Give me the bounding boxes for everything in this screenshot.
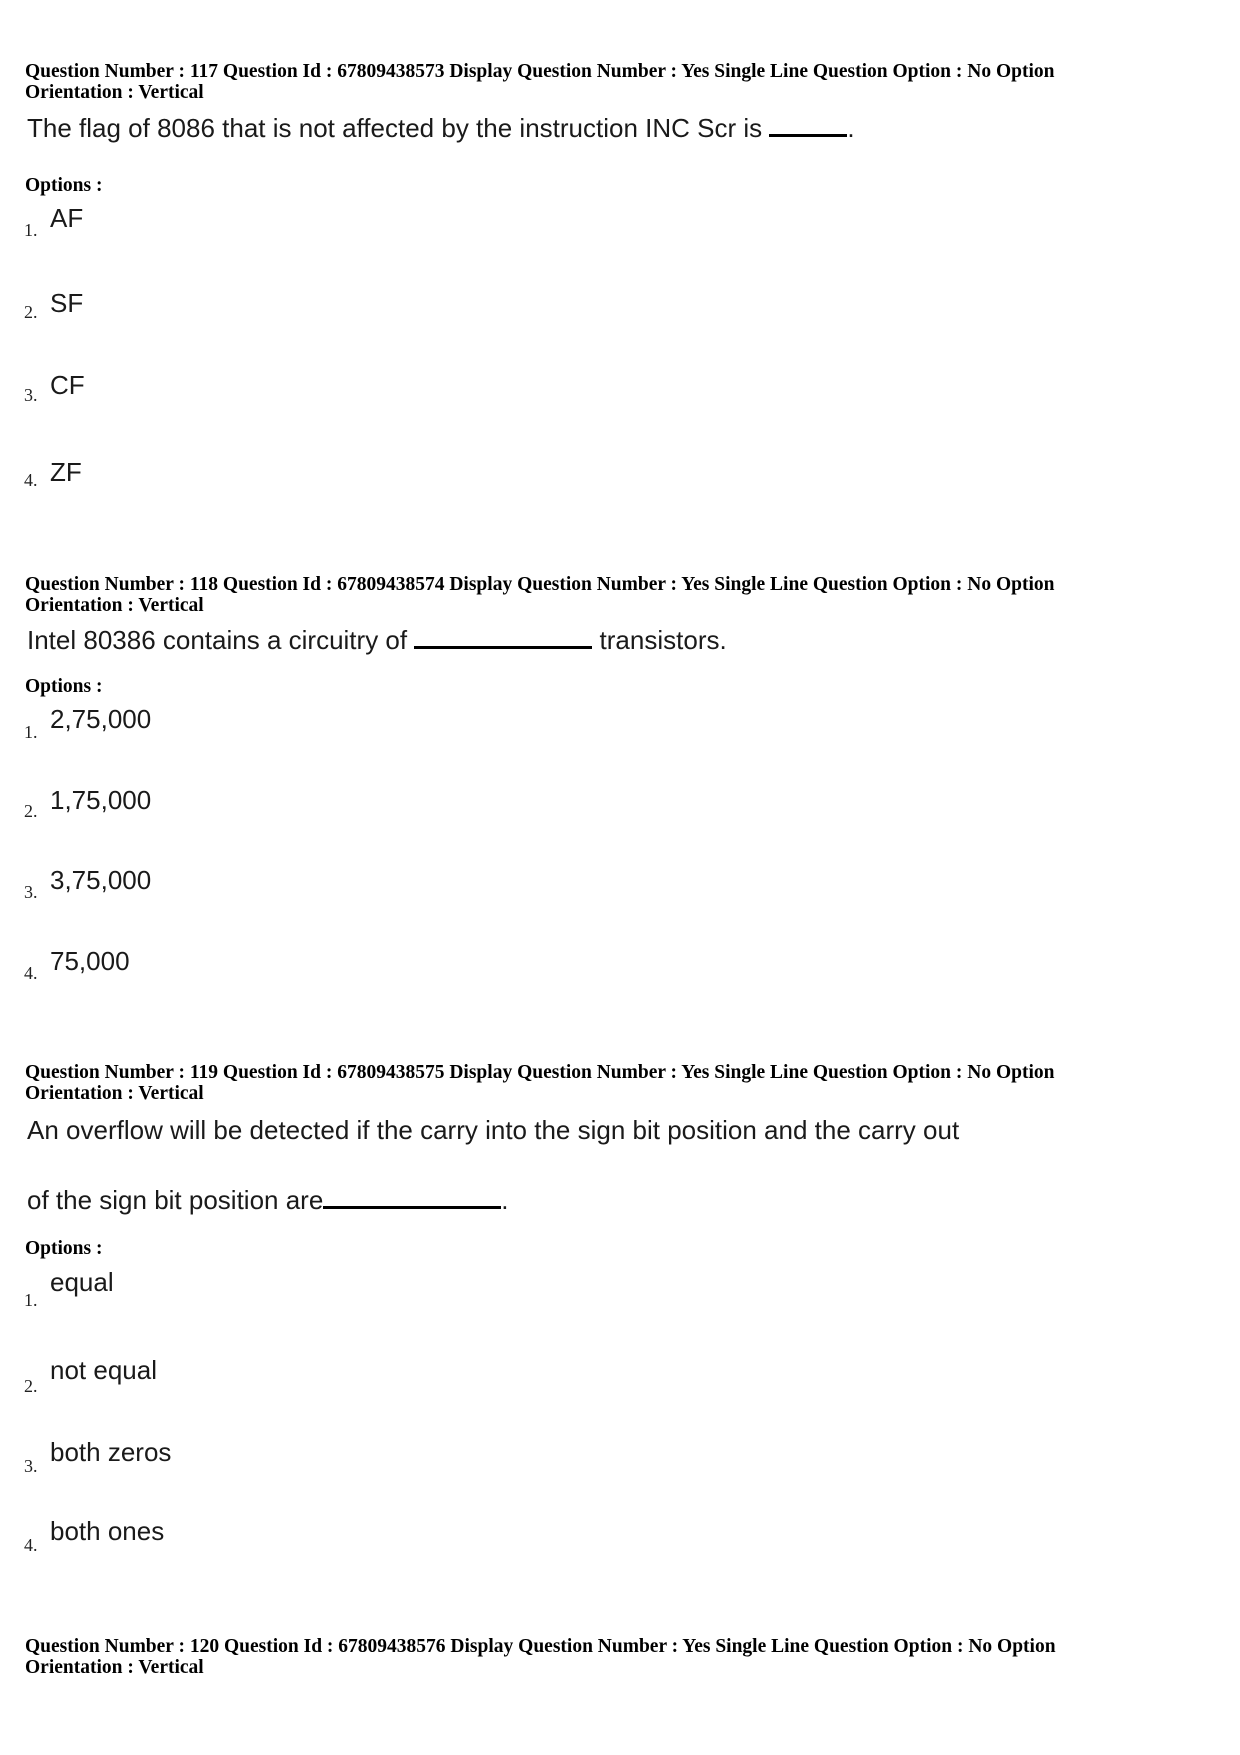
option-number: 2.: [24, 1376, 38, 1396]
option-number: 1.: [24, 1290, 38, 1310]
answer-blank: [769, 112, 847, 137]
question-header: [25, 61, 1205, 103]
answer-blank: [323, 1184, 501, 1209]
option-number: 3.: [24, 385, 38, 405]
option-number: 3.: [24, 1456, 38, 1476]
question-header-line1: Question Number : 119 Question Id : 67809438575 Display Question Number : Yes Single Line Question Option : No Option: [25, 1062, 1055, 1083]
question-header-line2: Orientation : Vertical: [25, 82, 204, 103]
option-text: 75,000: [50, 946, 130, 976]
option-text: not equal: [50, 1355, 157, 1385]
option-number: 1.: [24, 220, 38, 240]
question-text-line1: An overflow will be detected if the carry into the sign bit position and the carry out: [27, 1115, 960, 1145]
question-header-line1: Question Number : 118 Question Id : 67809438574 Display Question Number : Yes Single Line Question Option : No Option: [25, 574, 1055, 595]
option-text: 3,75,000: [50, 865, 152, 895]
option-number: 4.: [24, 470, 38, 490]
question-header-line2: Orientation : Vertical: [25, 1083, 204, 1104]
option-text: SF: [50, 288, 84, 318]
question-text-part: The flag of 8086 that is not affected by the instruction INC Scr is: [27, 113, 770, 143]
question-header-line1: Question Number : 120 Question Id : 67809438576 Display Question Number : Yes Single Line Question Option : No Option: [25, 1636, 1056, 1657]
option-text: AF: [50, 203, 84, 233]
option-number: 2.: [24, 302, 38, 322]
option-text: ZF: [50, 457, 82, 487]
question-header-line2: Orientation : Vertical: [25, 1657, 204, 1678]
question-text: [27, 1184, 509, 1216]
option-text: both ones: [50, 1516, 165, 1546]
option-text: 1,75,000: [50, 785, 152, 815]
answer-blank: [414, 624, 592, 649]
option-number: 4.: [24, 963, 38, 983]
options-label: Options :: [25, 1238, 103, 1259]
option-text: 2,75,000: [50, 704, 152, 734]
question-header: [25, 1062, 1205, 1104]
option-text: equal: [50, 1267, 114, 1297]
question-header: [25, 574, 1205, 616]
question-text-part: .: [501, 1185, 509, 1215]
question-text-part: of the sign bit position are: [27, 1185, 324, 1215]
option-number: 2.: [24, 801, 38, 821]
question-text-part: transistors.: [592, 625, 727, 655]
option-number: 1.: [24, 722, 38, 742]
option-text: CF: [50, 370, 85, 400]
question-header: [25, 1636, 1205, 1678]
question-text-part: Intel 80386 contains a circuitry of: [27, 625, 415, 655]
options-label: Options :: [25, 676, 103, 697]
question-header-line1: Question Number : 117 Question Id : 67809438573 Display Question Number : Yes Single Line Question Option : No Option: [25, 61, 1055, 82]
question-text: [27, 624, 727, 656]
question-text: [27, 112, 855, 144]
option-number: 4.: [24, 1535, 38, 1555]
question-header-line2: Orientation : Vertical: [25, 595, 204, 616]
options-label: Options :: [25, 175, 103, 196]
question-text-part: .: [847, 113, 855, 143]
option-number: 3.: [24, 882, 38, 902]
option-text: both zeros: [50, 1437, 172, 1467]
